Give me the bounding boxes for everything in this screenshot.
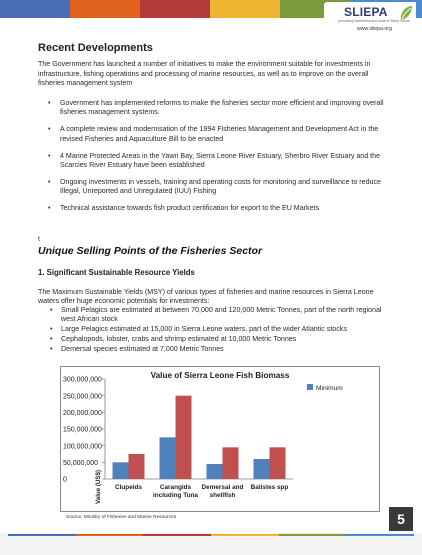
fish-biomass-chart: [60, 366, 380, 512]
list-item: • Cephalopods, lobster, crabs and shrimp estimated at 10,000 Metric Tonnes: [50, 335, 395, 344]
x-tick-label: Carangids: [159, 484, 192, 491]
list-item: • Ongoing investments in vessels, training and operating costs for monitoring and surveillance to reduce Illegal, Unreported and Unregulated (IUU) Fishing: [48, 178, 390, 197]
band-segment: [0, 0, 70, 18]
y-tick-label: 250,000,000: [63, 393, 102, 401]
x-tick-label: Clupeids: [115, 484, 142, 491]
line-segment: [8, 534, 76, 536]
y-tick-label: 150,000,000: [63, 426, 102, 434]
chart-title: Value of Sierra Leone Fish Biomass: [150, 371, 290, 380]
chart-canvas: [61, 367, 379, 511]
bottom-color-line: [8, 534, 414, 536]
logo-name: SLIEPA: [344, 5, 388, 19]
usp-heading: Unique Selling Points of the Fisheries Sector: [38, 245, 263, 257]
bar-minimum: [113, 462, 129, 479]
recent-developments-list: [48, 99, 390, 221]
bar-minimum: [254, 459, 270, 479]
msy-list: [50, 306, 395, 354]
bottom-band: [0, 533, 422, 555]
line-segment: [211, 534, 279, 536]
bar-series: [176, 396, 192, 479]
x-tick-label: shellfish: [209, 492, 236, 499]
y-tick-label: 50,000,000: [63, 459, 99, 467]
recent-developments-intro: The Government has launched a number of initiatives to make the environment suitable for investments in infrastructure, fishing operations and processing of marine resources, as well as to improve on the overall fisheries management system: [38, 60, 371, 88]
stray-character: t: [38, 236, 40, 243]
sliepa-logo: [324, 2, 416, 36]
line-segment: [279, 534, 347, 536]
y-tick-label: 100,000,000: [63, 443, 102, 451]
x-tick-label: including Tuna: [153, 492, 198, 499]
y-tick-label: 200,000,000: [63, 409, 102, 417]
list-item: • Large Pelagics estimated at 15,000 in Sierra Leone waters, part of the wider Atlantic stocks: [50, 325, 395, 334]
line-segment: [346, 534, 414, 536]
legend-swatch: [307, 384, 313, 390]
y-axis-label: Value (US$): [95, 469, 102, 505]
msy-intro: The Maximum Sustainable Yields (MSY) of various types of fisheries and marine resources in Sierra Leone waters offer huge economic potentials for investments:: [38, 288, 374, 306]
y-tick-label: 300,000,000: [63, 376, 102, 384]
logo-tagline: promoting investment and trade in Sierra Leone: [338, 19, 410, 23]
list-item: • A complete review and modernisation of the 1994 Fisheries Management and Development Act in the revised Fisheries and Aquaculture Bill to be enacted: [48, 125, 390, 144]
band-segment: [70, 0, 140, 18]
list-item: • 4 Marine Protected Areas in the Yawri Bay, Sierra Leone River Estuary, Sherbro River Estuary and the Scarcies River Estuary have been established: [48, 152, 390, 171]
page-number: 5: [389, 507, 413, 531]
legend-label: Minimum: [316, 385, 343, 392]
x-tick-label: Demersal and: [201, 484, 244, 491]
line-segment: [76, 534, 144, 536]
usp-subheading: 1. Significant Sustainable Resource Yields: [38, 268, 195, 277]
y-tick-label: 0: [63, 476, 67, 484]
line-segment: [143, 534, 211, 536]
bar-series: [129, 454, 145, 479]
logo-url: www.sliepa.org: [357, 26, 392, 32]
bar-series: [223, 447, 239, 479]
x-tick-label: Balistes spp: [250, 484, 289, 491]
bar-minimum: [207, 464, 223, 479]
list-item: • Small Pelagics are estimated at between 70,000 and 120,000 Metric Tonnes, part of the north regional west African stock: [50, 306, 395, 324]
list-item: • Demersal species estimated at 7,000 Metric Tonnes: [50, 345, 395, 354]
bar-minimum: [160, 437, 176, 479]
bar-series: [270, 447, 286, 479]
recent-developments-heading: Recent Developments: [38, 42, 153, 54]
chart-source: Source: Ministry of Fisheries and Marine Resources: [66, 515, 177, 520]
list-item: • Technical assistance towards fish product certification for export to the EU Markets: [48, 204, 390, 213]
list-item: • Government has implemented reforms to make the fisheries sector more efficient and improving overall fisheries management systems.: [48, 99, 390, 118]
band-segment: [140, 0, 210, 18]
band-segment: [210, 0, 280, 18]
